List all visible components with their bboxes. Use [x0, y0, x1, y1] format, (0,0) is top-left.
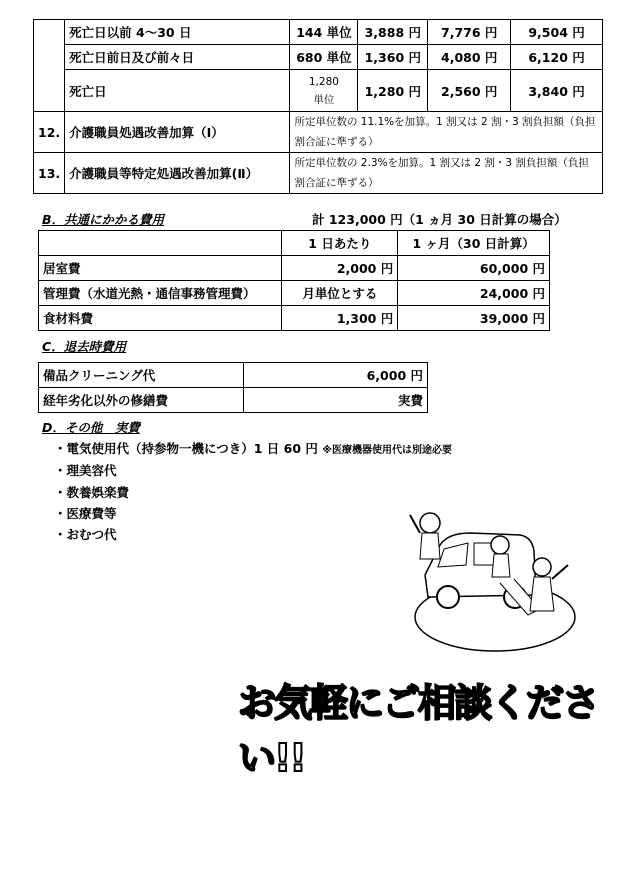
fee-cell: 1,300 円: [282, 306, 398, 331]
table-row: [39, 256, 550, 281]
row-label: 居室費: [39, 256, 282, 281]
fee-cell: 4,080 円: [428, 45, 511, 70]
list-item: ・教養娯楽費: [54, 485, 130, 500]
fee-cell: 7,776 円: [428, 20, 511, 45]
units-cell: 680 単位: [290, 45, 358, 70]
list-item: ・医療費等: [54, 506, 117, 521]
column-header: 1 日あたり: [282, 231, 398, 256]
fee-cell: 3,888 円: [358, 20, 428, 45]
fee-cell: 1,280 円: [358, 70, 428, 112]
list-item: ・おむつ代: [54, 527, 117, 542]
list-item-note: ※医療機器使用代は別途必要: [322, 445, 452, 456]
fee-cell: 1,360 円: [358, 45, 428, 70]
fee-cell: 実費: [244, 388, 428, 413]
table-row: [39, 281, 550, 306]
fee-cell: 2,560 円: [428, 70, 511, 112]
row-note: 所定単位数の 2.3%を加算。1 割又は 2 割・3 割負担額（負担割合証に準ずる）: [290, 153, 603, 194]
fee-cell: 9,504 円: [511, 20, 603, 45]
section-d-title: D．その他 実費: [42, 420, 140, 435]
fee-cell: 60,000 円: [398, 256, 550, 281]
row-label: 死亡日: [65, 70, 290, 112]
table-header-row: [39, 231, 550, 256]
fee-cell: 24,000 円: [398, 281, 550, 306]
table-row: [34, 112, 603, 153]
row-label: 介護職員等特定処遇改善加算(Ⅱ）: [65, 153, 290, 194]
item-number: 12.: [34, 112, 65, 153]
table-row: [34, 70, 603, 112]
units-cell: 144 単位: [290, 20, 358, 45]
table-row: [34, 153, 603, 194]
row-label: 管理費（水道光熱・通信事務管理費）: [39, 281, 282, 306]
row-label: 死亡日以前 4～30 日: [65, 20, 290, 45]
table-row: [39, 363, 428, 388]
blank-cell: [34, 20, 65, 112]
row-note: 所定単位数の 11.1%を加算。1 割又は 2 割・3 割負担額（負担割合証に準ずる）: [290, 112, 603, 153]
units-unit: 単位: [313, 93, 335, 106]
section-b-total: 計 123,000 円（1 ヵ月 30 日計算の場合）: [312, 212, 567, 227]
staff-with-van-illustration: [400, 505, 580, 655]
table-row: [34, 45, 603, 70]
section-b-title: B．共通にかかる費用: [42, 212, 165, 227]
row-label: 死亡日前日及び前々日: [65, 45, 290, 70]
addition-fee-table: [33, 19, 603, 194]
list-item: [54, 439, 452, 457]
fee-cell: 39,000 円: [398, 306, 550, 331]
item-number: 13.: [34, 153, 65, 194]
fee-cell: 3,840 円: [511, 70, 603, 112]
fee-cell: 2,000 円: [282, 256, 398, 281]
fee-cell: 6,120 円: [511, 45, 603, 70]
table-row: [39, 388, 428, 413]
header-blank: [39, 231, 282, 256]
move-out-fee-table: [38, 362, 428, 413]
row-label: 経年劣化以外の修繕費: [39, 388, 244, 413]
consultation-message: お気軽にご相談ください!!: [238, 681, 599, 780]
table-row: [34, 20, 603, 45]
units-cell: [290, 70, 358, 112]
list-item-text: ・電気使用代（持参物一機につき）1 日 60 円: [54, 441, 318, 456]
table-row: [39, 306, 550, 331]
row-label: 備品クリーニング代: [39, 363, 244, 388]
units-value: 1,280: [308, 75, 339, 88]
fee-cell: 6,000 円: [244, 363, 428, 388]
row-label: 食材料費: [39, 306, 282, 331]
section-c-title: C．退去時費用: [42, 339, 127, 354]
fee-cell: 月単位とする: [282, 281, 398, 306]
common-fee-table: [38, 230, 550, 331]
list-item: ・理美容代: [54, 463, 117, 478]
column-header: 1 ヶ月（30 日計算）: [398, 231, 550, 256]
row-label: 介護職員処遇改善加算（Ⅰ）: [65, 112, 290, 153]
